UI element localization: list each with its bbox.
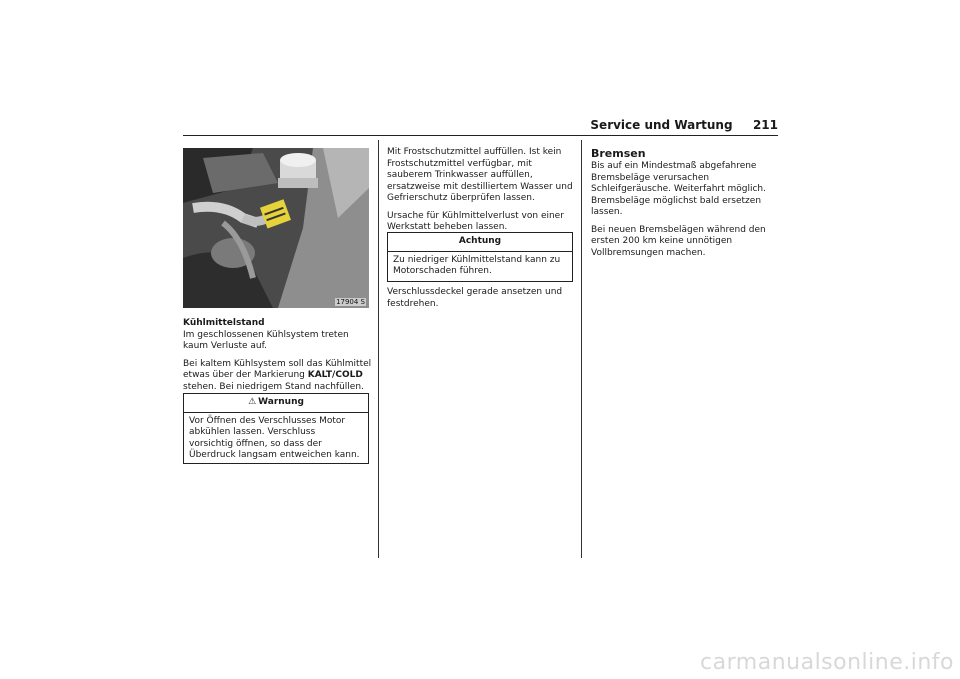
section-title: Service und Wartung <box>590 118 733 132</box>
page-header <box>560 118 778 132</box>
column2-text-bottom <box>387 287 575 316</box>
brakes-para1: Bis auf ein Mindestmaß abgefahrene Bremsbeläge verursachen Schleifgeräusche. Weiterfahrt möglich. Bremsbeläge möglichst bald ersetzen lassen. <box>591 161 766 217</box>
warning-body: Vor Öffnen des Verschlusses Motor abkühlen lassen. Verschluss vorsichtig öffnen, so dass der Überdruck langsam entweichen kann. <box>189 415 360 460</box>
column-divider-1 <box>378 140 379 558</box>
antifreeze-para: Mit Frostschutzmittel auffüllen. Ist kein Frostschutzmittel verfügbar, mit sauberem Trinkwasser auffüllen, ersatzweise mit destilliertem Wasser und Gefrierschutz überprüfen lassen. <box>387 147 573 203</box>
watermark: carmanualsonline.info <box>700 650 954 675</box>
warning-triangle-icon: ⚠ <box>248 397 257 407</box>
column-divider-2 <box>581 140 582 558</box>
page-number: 211 <box>752 118 778 132</box>
column3-text <box>591 161 779 265</box>
photo-code: 17904 S <box>336 298 365 306</box>
caution-box <box>387 232 573 282</box>
warning-header <box>184 394 368 413</box>
column1-text <box>183 318 373 399</box>
brakes-heading: Bremsen <box>591 147 646 160</box>
coolant-para2: Bei kaltem Kühlsystem soll das Kühlmittel etwas über der Markierung KALT/COLD stehen. Bei niedrigem Stand nachfüllen. <box>183 358 372 392</box>
column2-text-top <box>387 147 575 240</box>
coolant-loss-para: Ursache für Kühlmittelverlust von einer Werkstatt beheben lassen. <box>387 210 564 232</box>
caution-body: Zu niedriger Kühlmittelstand kann zu Motorschaden führen. <box>393 254 561 276</box>
brakes-para2: Bei neuen Bremsbelägen während den ersten 200 km keine unnötigen Vollbremsungen machen. <box>591 224 766 258</box>
header-rule <box>183 135 778 136</box>
warning-title: Warnung <box>258 397 304 407</box>
caution-title: Achtung <box>388 233 572 252</box>
warning-box <box>183 393 369 464</box>
coolant-heading: Kühlmittelstand <box>183 318 265 328</box>
kalt-cold-marking: KALT/COLD <box>307 370 363 380</box>
cap-para: Verschlussdeckel gerade ansetzen und festdrehen. <box>387 287 563 309</box>
engine-coolant-photo <box>183 148 369 308</box>
engine-bay-illustration <box>183 148 369 308</box>
coolant-para1: Im geschlossenen Kühlsystem treten kaum Verluste auf. <box>183 329 349 351</box>
